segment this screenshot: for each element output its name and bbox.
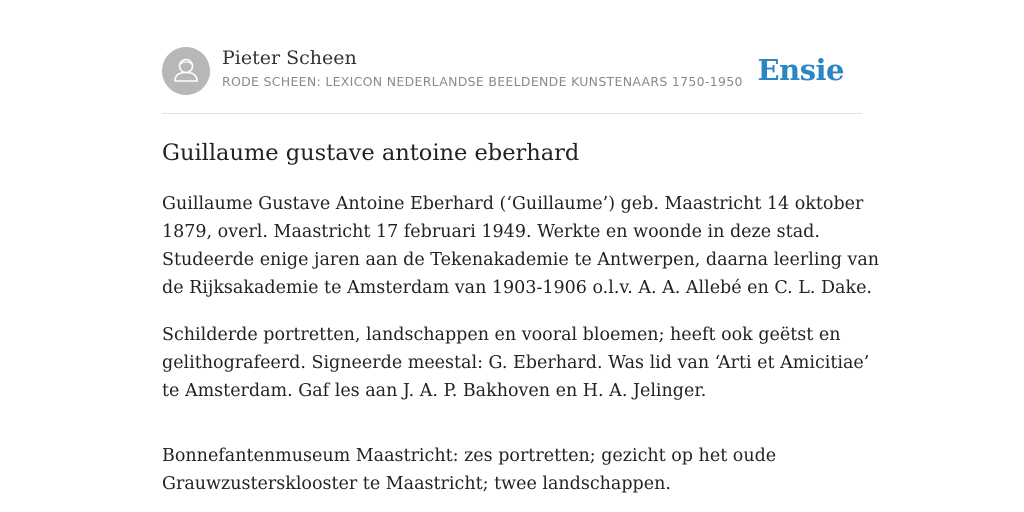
source-title[interactable]: RODE SCHEEN: LEXICON NEDERLANDSE BEELDENDE KUNSTENAARS 1750-1950 [222,74,743,89]
paragraph-biography [162,190,880,302]
text-line: de Rijksakademie te Amsterdam van 1903-1906 o.l.v. A. A. Allebé en C. L. Dake. [162,278,872,298]
article-title: Guillaume gustave antoine eberhard [162,140,580,166]
brand-logo[interactable]: Ensie [757,53,844,87]
text-line: Studeerde enige jaren aan de Tekenakademie te Antwerpen, daarna leerling van [162,250,880,270]
text-line: 1879, overl. Maastricht 17 februari 1949. Werkte en woonde in deze stad. [162,222,820,242]
paragraph-work [162,321,870,405]
author-name[interactable]: Pieter Scheen [222,47,357,69]
text-line: te Amsterdam. Gaf les aan J. A. P. Bakhoven en H. A. Jelinger. [162,381,707,401]
text-line: Guillaume Gustave Antoine Eberhard (‘Guillaume’) geb. Maastricht 14 oktober [162,194,864,214]
author-avatar[interactable] [162,47,210,95]
text-line: Bonnefantenmuseum Maastricht: zes portretten; gezicht op het oude [162,446,777,466]
header-divider [162,113,862,114]
article-body [162,190,880,512]
paragraph-collections [162,442,862,498]
text-line: Schilderde portretten, landschappen en vooral bloemen; heeft ook geëtst en [162,325,841,345]
text-line: gelithografeerd. Signeerde meestal: G. Eberhard. Was lid van ‘Arti et Amicitiae’ [162,353,870,373]
text-line: Grauwzustersklooster te Maastricht; twee landschappen. [162,474,671,494]
user-silhouette-icon [162,47,210,95]
author-header [162,46,862,96]
